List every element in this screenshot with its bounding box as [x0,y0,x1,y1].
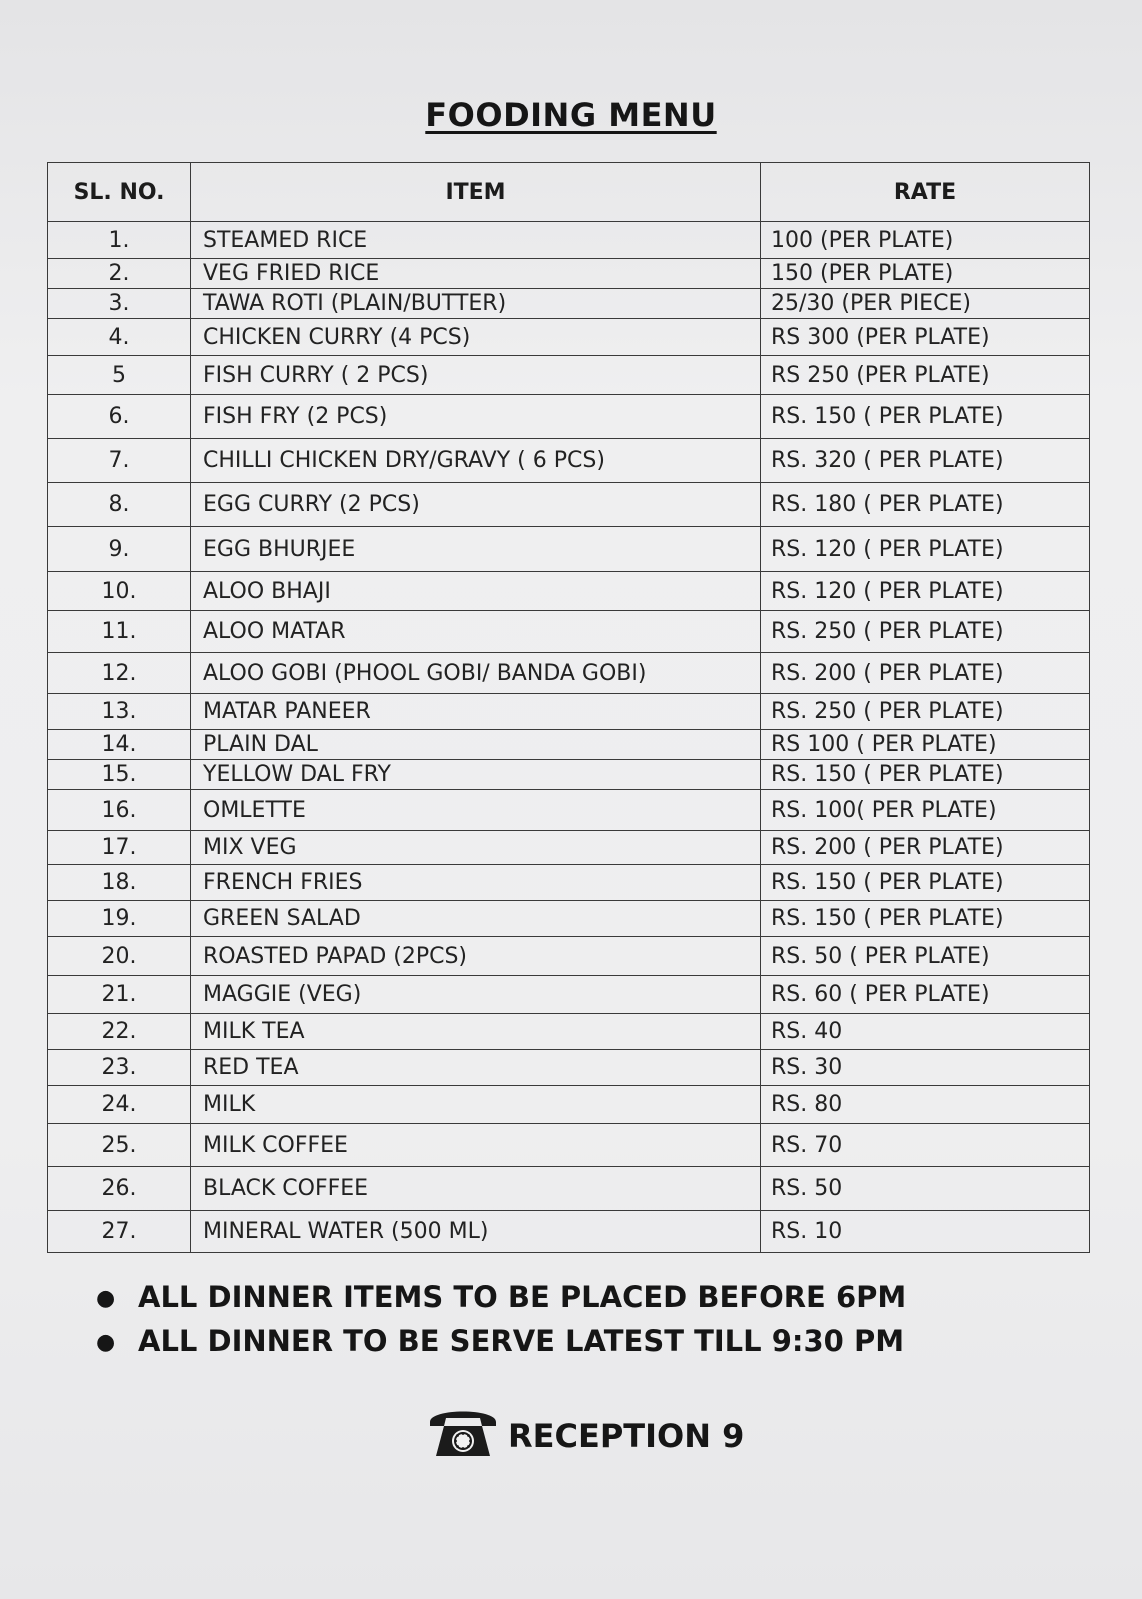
rate-cell: RS. 60 ( PER PLATE) [761,976,1090,1014]
rate-cell: 25/30 (PER PIECE) [761,289,1090,319]
table-row [48,1211,1090,1253]
bullet-icon: ● [96,1330,116,1355]
table-row [48,289,1090,319]
rate-cell: RS. 40 [761,1014,1090,1050]
table-row [48,483,1090,527]
sl-no-cell: 7. [48,439,191,483]
table-row [48,831,1090,865]
item-cell: MILK COFFEE [191,1124,761,1167]
sl-no-cell: 3. [48,289,191,319]
sl-no-cell: 23. [48,1050,191,1086]
rate-cell: RS. 50 [761,1167,1090,1211]
rate-cell: RS. 120 ( PER PLATE) [761,527,1090,572]
sl-no-cell: 27. [48,1211,191,1253]
item-cell: ALOO MATAR [191,611,761,653]
item-cell: YELLOW DAL FRY [191,760,761,790]
sl-no-cell: 14. [48,730,191,760]
item-cell: RED TEA [191,1050,761,1086]
sl-no-cell: 26. [48,1167,191,1211]
item-cell: FISH CURRY ( 2 PCS) [191,356,761,395]
rate-cell: 100 (PER PLATE) [761,222,1090,259]
table-row [48,1014,1090,1050]
item-cell: STEAMED RICE [191,222,761,259]
item-cell: ROASTED PAPAD (2PCS) [191,937,761,976]
reception-label: RECEPTION 9 [508,1417,745,1455]
table-row [48,356,1090,395]
item-cell: ALOO GOBI (PHOOL GOBI/ BANDA GOBI) [191,653,761,694]
table-row [48,222,1090,259]
header-rate: RATE [761,163,1090,222]
note-item [96,1319,906,1363]
sl-no-cell: 8. [48,483,191,527]
page-title [0,96,1142,134]
sl-no-cell: 21. [48,976,191,1014]
menu-table [47,162,1090,1253]
sl-no-cell: 5 [48,356,191,395]
table-row [48,259,1090,289]
table-row [48,730,1090,760]
item-cell: VEG FRIED RICE [191,259,761,289]
rate-cell: RS. 150 ( PER PLATE) [761,395,1090,439]
table-row [48,865,1090,901]
item-cell: EGG BHURJEE [191,527,761,572]
table-row [48,694,1090,730]
note-item [96,1275,906,1319]
table-row [48,760,1090,790]
sl-no-cell: 1. [48,222,191,259]
table-row [48,901,1090,937]
table-row [48,439,1090,483]
rate-cell: RS. 180 ( PER PLATE) [761,483,1090,527]
table-row [48,1167,1090,1211]
sl-no-cell: 6. [48,395,191,439]
rate-cell: RS 250 (PER PLATE) [761,356,1090,395]
sl-no-cell: 4. [48,319,191,356]
sl-no-cell: 12. [48,653,191,694]
rate-cell: RS. 100( PER PLATE) [761,790,1090,831]
sl-no-cell: 15. [48,760,191,790]
item-cell: BLACK COFFEE [191,1167,761,1211]
item-cell: GREEN SALAD [191,901,761,937]
rate-cell: RS. 250 ( PER PLATE) [761,694,1090,730]
rate-cell: RS. 50 ( PER PLATE) [761,937,1090,976]
table-row [48,976,1090,1014]
table-row [48,395,1090,439]
rate-cell: RS 300 (PER PLATE) [761,319,1090,356]
table-row [48,653,1090,694]
reception-contact [424,1402,744,1460]
sl-no-cell: 19. [48,901,191,937]
rate-cell: RS. 70 [761,1124,1090,1167]
rate-cell: 150 (PER PLATE) [761,259,1090,289]
item-cell: PLAIN DAL [191,730,761,760]
rate-cell: RS. 30 [761,1050,1090,1086]
table-row [48,1124,1090,1167]
item-cell: ALOO BHAJI [191,572,761,611]
item-cell: FISH FRY (2 PCS) [191,395,761,439]
sl-no-cell: 17. [48,831,191,865]
sl-no-cell: 9. [48,527,191,572]
item-cell: MIX VEG [191,831,761,865]
sl-no-cell: 25. [48,1124,191,1167]
rate-cell: RS. 10 [761,1211,1090,1253]
header-sl-no: SL. NO. [48,163,191,222]
sl-no-cell: 24. [48,1086,191,1124]
table-row [48,1086,1090,1124]
item-cell: EGG CURRY (2 PCS) [191,483,761,527]
item-cell: MINERAL WATER (500 ML) [191,1211,761,1253]
table-row [48,790,1090,831]
item-cell: CHILLI CHICKEN DRY/GRAVY ( 6 PCS) [191,439,761,483]
sl-no-cell: 22. [48,1014,191,1050]
table-row [48,611,1090,653]
sl-no-cell: 18. [48,865,191,901]
note-text: ALL DINNER ITEMS TO BE PLACED BEFORE 6PM [138,1280,907,1314]
table-row [48,319,1090,356]
table-row [48,937,1090,976]
bullet-icon: ● [96,1286,116,1311]
rate-cell: RS. 150 ( PER PLATE) [761,901,1090,937]
table-row [48,1050,1090,1086]
table-row [48,572,1090,611]
sl-no-cell: 11. [48,611,191,653]
item-cell: CHICKEN CURRY (4 PCS) [191,319,761,356]
sl-no-cell: 20. [48,937,191,976]
notes-list [96,1275,906,1363]
rate-cell: RS. 200 ( PER PLATE) [761,653,1090,694]
menu-body [48,222,1090,1253]
page-title-text: FOODING MENU [425,96,717,134]
rate-cell: RS 100 ( PER PLATE) [761,730,1090,760]
rate-cell: RS. 320 ( PER PLATE) [761,439,1090,483]
sl-no-cell: 16. [48,790,191,831]
rate-cell: RS. 80 [761,1086,1090,1124]
rate-cell: RS. 150 ( PER PLATE) [761,865,1090,901]
item-cell: MAGGIE (VEG) [191,976,761,1014]
item-cell: MILK TEA [191,1014,761,1050]
item-cell: MILK [191,1086,761,1124]
telephone-icon [424,1402,502,1460]
sl-no-cell: 10. [48,572,191,611]
header-item: ITEM [191,163,761,222]
item-cell: MATAR PANEER [191,694,761,730]
rate-cell: RS. 200 ( PER PLATE) [761,831,1090,865]
sl-no-cell: 2. [48,259,191,289]
note-text: ALL DINNER TO BE SERVE LATEST TILL 9:30 PM [138,1324,905,1358]
rate-cell: RS. 120 ( PER PLATE) [761,572,1090,611]
rate-cell: RS. 150 ( PER PLATE) [761,760,1090,790]
sl-no-cell: 13. [48,694,191,730]
rate-cell: RS. 250 ( PER PLATE) [761,611,1090,653]
item-cell: FRENCH FRIES [191,865,761,901]
item-cell: OMLETTE [191,790,761,831]
table-header-row [48,163,1090,222]
item-cell: TAWA ROTI (PLAIN/BUTTER) [191,289,761,319]
table-row [48,527,1090,572]
